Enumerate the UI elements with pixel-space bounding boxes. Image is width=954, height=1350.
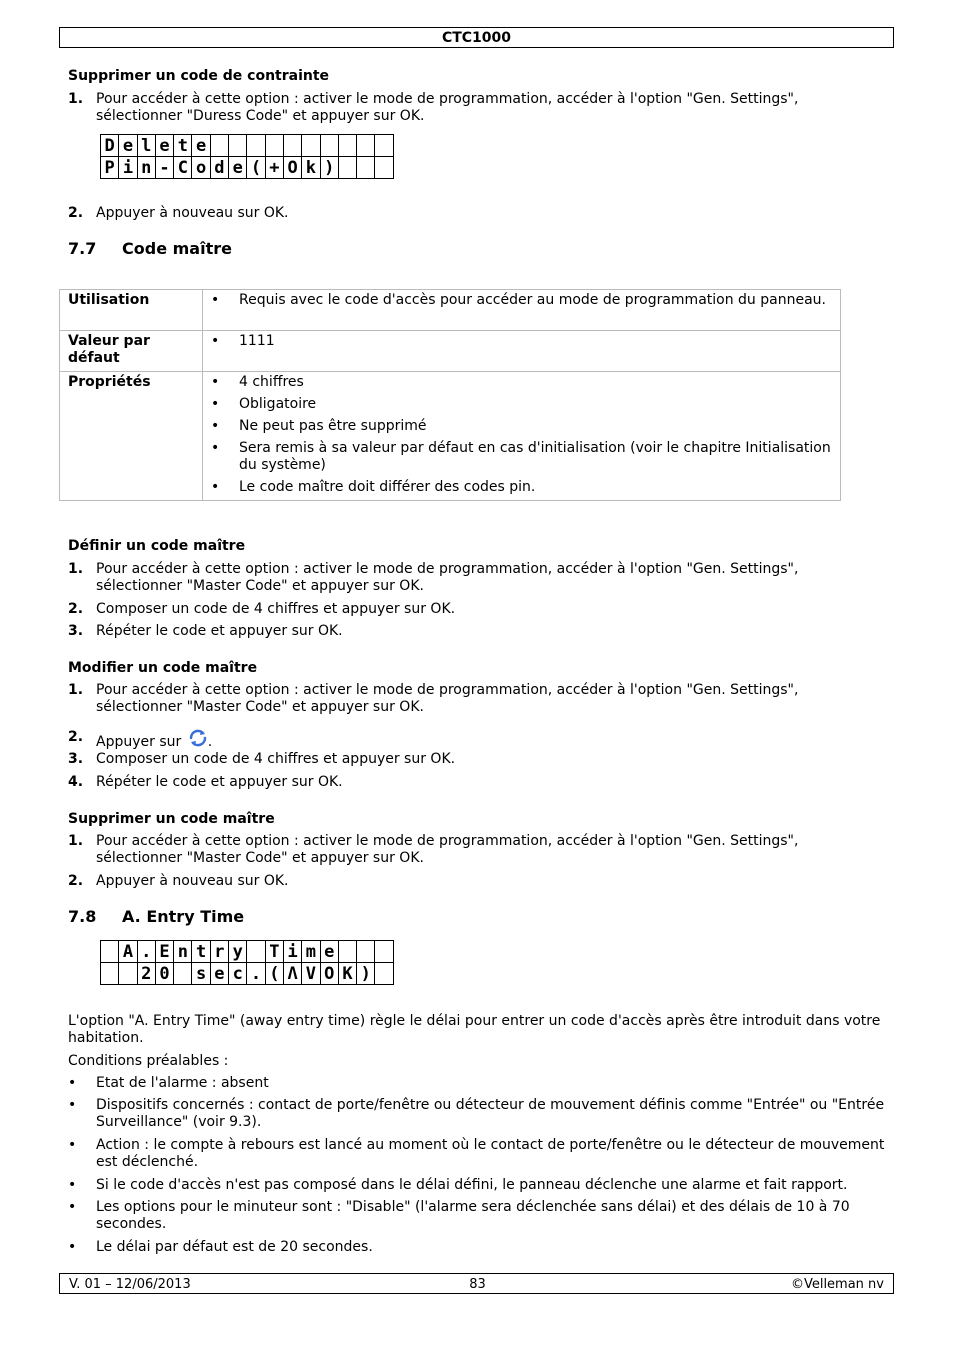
step-number: 1. xyxy=(68,682,84,698)
bullet-icon: • xyxy=(211,440,220,456)
lcd-row xyxy=(101,963,394,985)
lcd-cell xyxy=(210,135,228,157)
lcd-cell xyxy=(247,941,265,963)
step-text: Pour accéder à cette option : activer le mode de programmation, accéder à l'option "Gen. Settings", sélectionner "Master Code" et appuyer sur OK. xyxy=(96,682,799,715)
lcd-cell: D xyxy=(101,135,119,157)
lcd-cell xyxy=(229,135,247,157)
lcd-cell: T xyxy=(265,941,283,963)
bullet-icon: • xyxy=(68,1239,77,1255)
step-number: 3. xyxy=(68,623,84,639)
lcd-cell: C xyxy=(174,157,192,179)
lcd-cell: ( xyxy=(247,157,265,179)
list-item xyxy=(211,333,832,350)
lcd-cell: 2 xyxy=(137,963,155,985)
list-item-text: Action : le compte à rebours est lancé au moment où le contact de porte/fenêtre ou le détecteur de mouvement est déclenché. xyxy=(96,1137,885,1170)
lcd-cell xyxy=(357,941,375,963)
list-item xyxy=(211,440,832,474)
lcd-cell: 0 xyxy=(155,963,173,985)
lcd-cell: + xyxy=(265,157,283,179)
lcd-cell: P xyxy=(101,157,119,179)
bullet-icon: • xyxy=(68,1075,77,1091)
lcd-cell: . xyxy=(247,963,265,985)
lcd-cell xyxy=(320,135,338,157)
lcd-cell xyxy=(375,157,393,179)
lcd-cell: e xyxy=(320,941,338,963)
section-number: 7.8 xyxy=(68,907,97,926)
bullet-icon: • xyxy=(68,1097,77,1113)
lcd-cell: i xyxy=(283,941,301,963)
lcd-cell: K xyxy=(338,963,356,985)
bullet-icon: • xyxy=(211,396,220,412)
lcd-cell xyxy=(357,135,375,157)
list-item-text: 4 chiffres xyxy=(239,374,304,390)
list-item xyxy=(211,479,832,496)
section-title: A. Entry Time xyxy=(122,907,245,926)
step-number: 1. xyxy=(68,561,84,577)
lcd-cell: e xyxy=(210,963,228,985)
step-number: 2. xyxy=(68,873,84,889)
bullet-icon: • xyxy=(211,333,220,349)
conditions-label: Conditions préalables : xyxy=(68,1053,229,1069)
lcd-cell: ) xyxy=(357,963,375,985)
list-item-text: Obligatoire xyxy=(239,396,317,412)
lcd-cell: m xyxy=(302,941,320,963)
step-number: 2. xyxy=(68,729,84,745)
define-master-heading: Définir un code maître xyxy=(68,538,246,554)
lcd-cell: e xyxy=(229,157,247,179)
step-number: 2. xyxy=(68,601,84,617)
bullet-icon: • xyxy=(211,374,220,390)
lcd-cell: n xyxy=(137,157,155,179)
step-number: 2. xyxy=(68,205,84,221)
lcd-cell: d xyxy=(210,157,228,179)
lcd-cell xyxy=(119,963,137,985)
lcd-cell: s xyxy=(192,963,210,985)
table-row-value xyxy=(203,372,841,501)
lcd-cell: t xyxy=(174,135,192,157)
step-text: Pour accéder à cette option : activer le mode de programmation, accéder à l'option "Gen. Settings", sélectionner "Master Code" et appuyer sur OK. xyxy=(96,561,799,594)
lcd-cell xyxy=(283,135,301,157)
step-text: Appuyer à nouveau sur OK. xyxy=(96,873,289,889)
list-item-text: Dispositifs concernés : contact de porte/fenêtre ou détecteur de mouvement définis comme "Entrée" ou "Entrée Surveillance" (voir 9.3). xyxy=(96,1097,885,1130)
header-title: CTC1000 xyxy=(441,30,512,46)
list-item-text: Requis avec le code d'accès pour accéder au mode de programmation du panneau. xyxy=(239,292,826,308)
list-item-text: Si le code d'accès n'est pas composé dans le délai défini, le panneau déclenche une alarme et fait rapport. xyxy=(96,1177,848,1193)
lcd-display-delete-pin xyxy=(100,134,394,179)
delete-master-heading: Supprimer un code maître xyxy=(68,811,275,827)
bullet-icon: • xyxy=(211,479,220,495)
lcd-cell: O xyxy=(283,157,301,179)
lcd-cell: n xyxy=(174,941,192,963)
lcd-cell xyxy=(174,963,192,985)
lcd-cell xyxy=(101,941,119,963)
step-text: Appuyer sur xyxy=(96,734,182,750)
lcd-cell: A xyxy=(119,941,137,963)
lcd-display-entry-time xyxy=(100,940,394,985)
lcd-cell: c xyxy=(229,963,247,985)
list-item-text: Etat de l'alarme : absent xyxy=(96,1075,269,1091)
lcd-cell: e xyxy=(155,135,173,157)
list-item-text: Le délai par défaut est de 20 secondes. xyxy=(96,1239,373,1255)
lcd-cell xyxy=(357,157,375,179)
lcd-cell: . xyxy=(137,941,155,963)
lcd-cell xyxy=(375,941,393,963)
list-item-text: Les options pour le minuteur sont : "Disable" (l'alarme sera déclenchée sans délai) et des délais de 10 à 70 secondes. xyxy=(96,1199,850,1232)
lcd-cell: o xyxy=(192,157,210,179)
list-item xyxy=(211,374,832,391)
list-item xyxy=(211,292,832,309)
step-text: Composer un code de 4 chiffres et appuyer sur OK. xyxy=(96,601,456,617)
lcd-cell: Λ xyxy=(283,963,301,985)
lcd-cell xyxy=(375,963,393,985)
lcd-row xyxy=(101,135,394,157)
lcd-cell xyxy=(265,135,283,157)
lcd-cell: l xyxy=(137,135,155,157)
table-row-value xyxy=(203,331,841,372)
bullet-icon: • xyxy=(211,418,220,434)
lcd-cell: y xyxy=(229,941,247,963)
document-header xyxy=(59,27,894,48)
footer-version: V. 01 – 12/06/2013 xyxy=(69,1277,191,1292)
bullet-icon: • xyxy=(68,1199,77,1215)
duress-delete-heading: Supprimer un code de contrainte xyxy=(68,68,330,84)
lcd-cell: E xyxy=(155,941,173,963)
table-row xyxy=(60,331,841,372)
lcd-cell: i xyxy=(119,157,137,179)
master-code-info-table xyxy=(59,289,841,501)
lcd-row xyxy=(101,941,394,963)
step-text: Pour accéder à cette option : activer le mode de programmation, accéder à l'option "Gen. Settings", sélectionner "Master Code" et appuyer sur OK. xyxy=(96,833,799,866)
step-number: 4. xyxy=(68,774,84,790)
page-number: 83 xyxy=(469,1277,486,1292)
lcd-cell xyxy=(302,135,320,157)
lcd-cell: k xyxy=(302,157,320,179)
lcd-cell: - xyxy=(155,157,173,179)
bullet-icon: • xyxy=(68,1137,77,1153)
step-number: 1. xyxy=(68,833,84,849)
modify-master-heading: Modifier un code maître xyxy=(68,660,258,676)
step-text: Appuyer à nouveau sur OK. xyxy=(96,205,289,221)
lcd-cell: V xyxy=(302,963,320,985)
lcd-cell: e xyxy=(119,135,137,157)
list-item xyxy=(211,396,832,413)
lcd-cell xyxy=(338,135,356,157)
table-row xyxy=(60,372,841,501)
document-footer xyxy=(59,1273,894,1294)
table-row xyxy=(60,290,841,331)
step-number: 3. xyxy=(68,751,84,767)
lcd-cell xyxy=(338,941,356,963)
lcd-cell: ( xyxy=(265,963,283,985)
step-text: Composer un code de 4 chiffres et appuyer sur OK. xyxy=(96,751,456,767)
step-number: 1. xyxy=(68,91,84,107)
table-row-label: Propriétés xyxy=(60,372,203,501)
lcd-cell: ) xyxy=(320,157,338,179)
table-row-label: Utilisation xyxy=(60,290,203,331)
step-text: Répéter le code et appuyer sur OK. xyxy=(96,774,343,790)
refresh-icon xyxy=(188,729,208,752)
list-item-text: 1111 xyxy=(239,333,275,349)
lcd-cell xyxy=(101,963,119,985)
entry-time-intro: L'option "A. Entry Time" (away entry time) règle le délai pour entrer un code d'accès après être introduit dans votre habitation. xyxy=(68,1013,881,1046)
lcd-cell xyxy=(338,157,356,179)
list-item-text: Sera remis à sa valeur par défaut en cas d'initialisation (voir le chapitre Initialisation du système) xyxy=(239,440,831,473)
section-number: 7.7 xyxy=(68,239,97,258)
lcd-cell: e xyxy=(192,135,210,157)
footer-copyright: ©Velleman nv xyxy=(790,1277,884,1292)
lcd-cell: r xyxy=(210,941,228,963)
list-item-text: Le code maître doit différer des codes pin. xyxy=(239,479,536,495)
step-text-with-icon xyxy=(96,729,866,752)
lcd-cell: t xyxy=(192,941,210,963)
list-item xyxy=(211,418,832,435)
bullet-icon: • xyxy=(68,1177,77,1193)
section-title: Code maître xyxy=(122,239,232,258)
lcd-cell xyxy=(375,135,393,157)
lcd-cell xyxy=(247,135,265,157)
step-text: Répéter le code et appuyer sur OK. xyxy=(96,623,343,639)
lcd-cell: O xyxy=(320,963,338,985)
step-text: Pour accéder à cette option : activer le mode de programmation, accéder à l'option "Gen. Settings", sélectionner "Duress Code" et appuyer sur OK. xyxy=(96,91,799,124)
bullet-icon: • xyxy=(211,292,220,308)
table-row-label: Valeur par défaut xyxy=(60,331,203,372)
list-item-text: Ne peut pas être supprimé xyxy=(239,418,427,434)
step-text-suffix: . xyxy=(207,734,213,750)
table-row-value xyxy=(203,290,841,331)
lcd-row xyxy=(101,157,394,179)
